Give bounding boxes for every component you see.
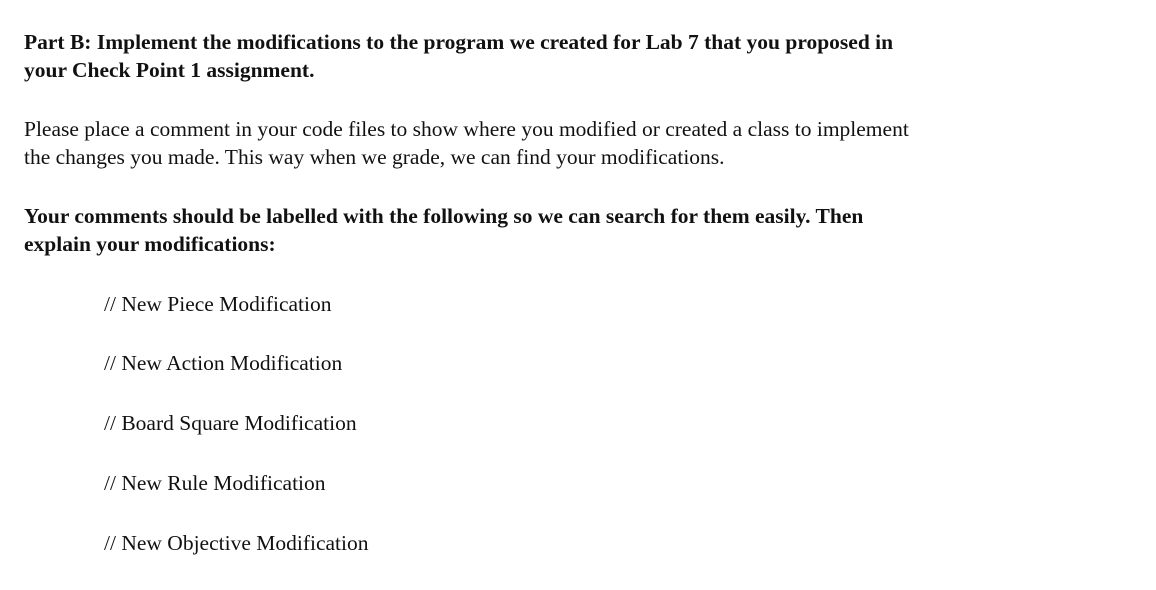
part-b-heading-line-2: your Check Point 1 assignment. [24,58,315,82]
comment-tag-new-objective: // New Objective Modification [104,531,369,555]
part-b-heading-line-1: Part B: Implement the modifications to the program we created for Lab 7 that you proposed in [24,30,894,54]
label-note-line-1: Your comments should be labelled with the following so we can search for them easily. Then [24,204,864,228]
part-b-heading [24,28,1124,84]
comment-tag-new-action: // New Action Modification [104,351,343,375]
instructions-line-1: Please place a comment in your code files to show where you modified or created a class to implement [24,117,909,141]
comment-tag-board-square: // Board Square Modification [104,411,357,435]
comment-tag-new-piece: // New Piece Modification [104,292,332,316]
instructions-line-2: the changes you made. This way when we grade, we can find your modifications. [24,145,725,169]
label-note-paragraph [24,202,1124,258]
instructions-paragraph [24,115,1124,171]
comment-tag-new-rule: // New Rule Modification [104,471,326,495]
label-note-line-2: explain your modifications: [24,232,276,256]
